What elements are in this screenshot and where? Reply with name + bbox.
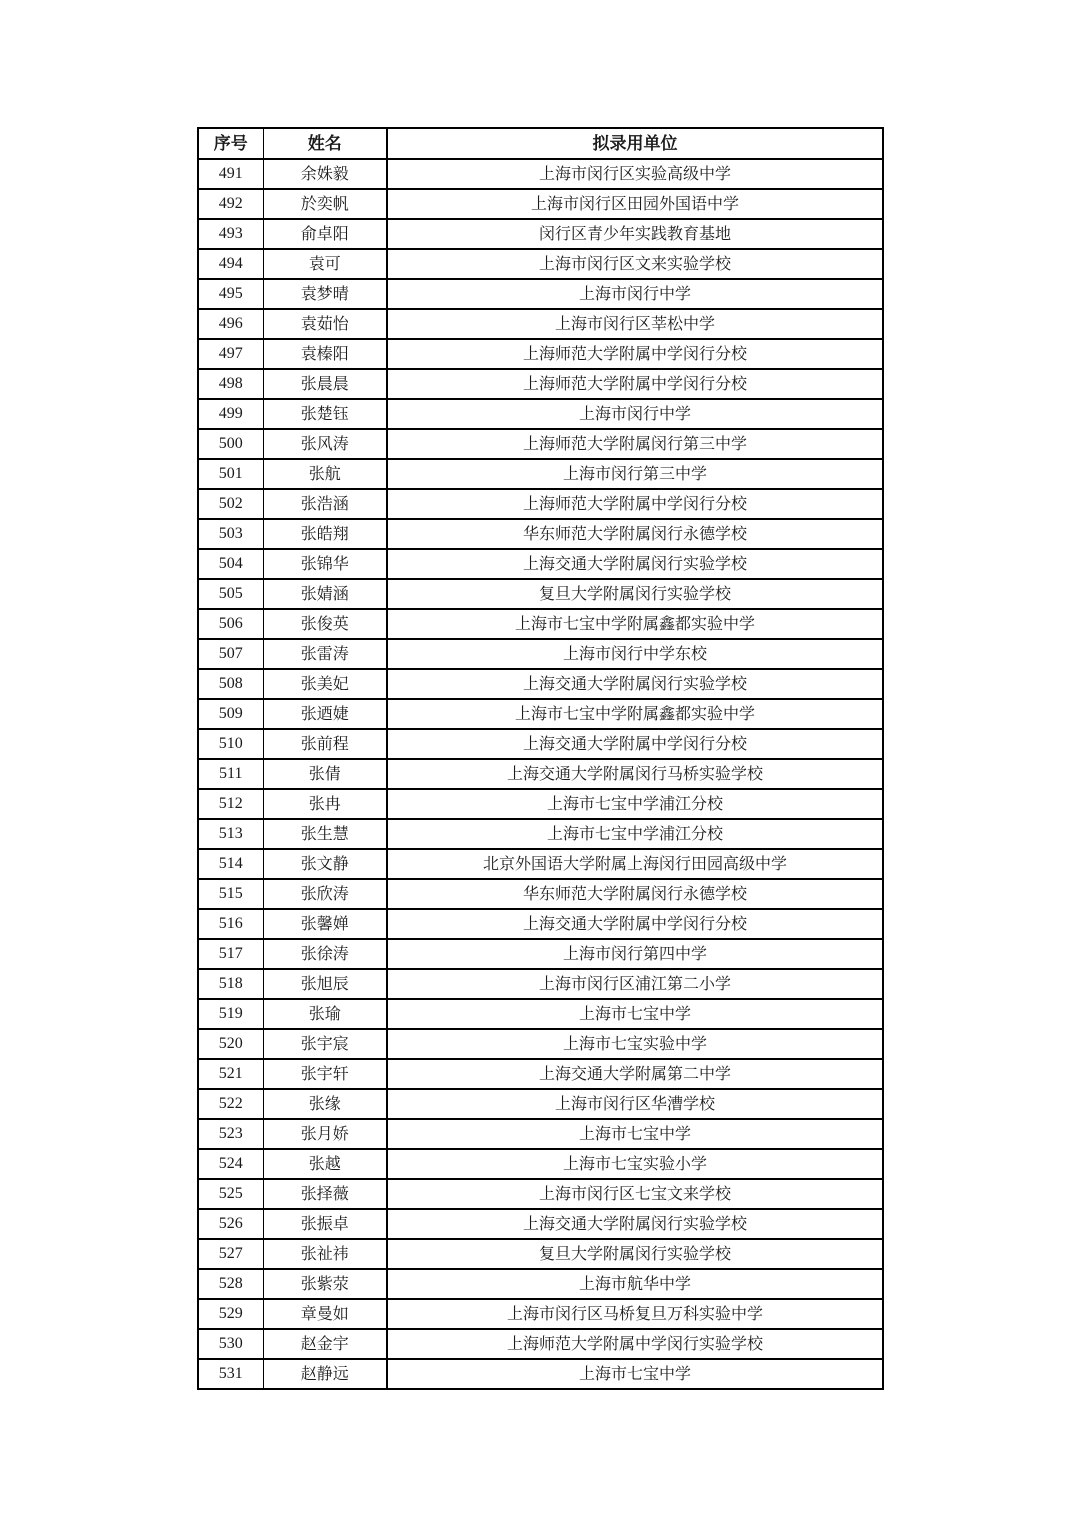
cell-name: 张生慧 <box>263 819 387 849</box>
cell-hiring-unit: 上海市闵行区浦江第二小学 <box>387 969 883 999</box>
table-body <box>198 159 883 1389</box>
cell-hiring-unit: 上海师范大学附属中学闵行分校 <box>387 489 883 519</box>
cell-hiring-unit: 复旦大学附属闵行实验学校 <box>387 579 883 609</box>
cell-hiring-unit: 上海师范大学附属闵行第三中学 <box>387 429 883 459</box>
cell-serial-number: 492 <box>198 189 263 219</box>
table-row <box>198 1149 883 1179</box>
cell-name: 张冉 <box>263 789 387 819</box>
cell-serial-number: 501 <box>198 459 263 489</box>
cell-serial-number: 491 <box>198 159 263 189</box>
table-row <box>198 369 883 399</box>
cell-name: 张航 <box>263 459 387 489</box>
cell-hiring-unit: 上海市闵行中学 <box>387 279 883 309</box>
cell-hiring-unit: 上海市航华中学 <box>387 1269 883 1299</box>
cell-name: 赵静远 <box>263 1359 387 1389</box>
cell-serial-number: 507 <box>198 639 263 669</box>
cell-name: 张缘 <box>263 1089 387 1119</box>
table-row <box>198 969 883 999</box>
table-row <box>198 1359 883 1389</box>
table-row <box>198 159 883 189</box>
cell-serial-number: 514 <box>198 849 263 879</box>
table-row <box>198 1179 883 1209</box>
hiring-roster-table <box>197 127 884 1390</box>
cell-name: 张浩涵 <box>263 489 387 519</box>
cell-serial-number: 524 <box>198 1149 263 1179</box>
cell-hiring-unit: 上海市七宝实验中学 <box>387 1029 883 1059</box>
cell-hiring-unit: 上海市闵行区华漕学校 <box>387 1089 883 1119</box>
cell-serial-number: 516 <box>198 909 263 939</box>
cell-serial-number: 498 <box>198 369 263 399</box>
table-row <box>198 1089 883 1119</box>
cell-hiring-unit: 闵行区青少年实践教育基地 <box>387 219 883 249</box>
cell-hiring-unit: 上海市七宝中学 <box>387 999 883 1029</box>
cell-hiring-unit: 上海市闵行区七宝文来学校 <box>387 1179 883 1209</box>
cell-serial-number: 496 <box>198 309 263 339</box>
cell-name: 袁茹怡 <box>263 309 387 339</box>
cell-serial-number: 503 <box>198 519 263 549</box>
cell-name: 於奕帆 <box>263 189 387 219</box>
cell-serial-number: 505 <box>198 579 263 609</box>
table-row <box>198 1329 883 1359</box>
cell-name: 张欣涛 <box>263 879 387 909</box>
cell-serial-number: 506 <box>198 609 263 639</box>
table-row <box>198 1239 883 1269</box>
cell-name: 赵金宇 <box>263 1329 387 1359</box>
cell-name: 余姝毅 <box>263 159 387 189</box>
table-row <box>198 1119 883 1149</box>
cell-name: 张振卓 <box>263 1209 387 1239</box>
cell-hiring-unit: 上海市七宝实验小学 <box>387 1149 883 1179</box>
cell-hiring-unit: 上海市闵行第三中学 <box>387 459 883 489</box>
header-name: 姓名 <box>263 128 387 159</box>
cell-name: 张俊英 <box>263 609 387 639</box>
cell-name: 张美妃 <box>263 669 387 699</box>
cell-hiring-unit: 上海市闵行第四中学 <box>387 939 883 969</box>
cell-serial-number: 526 <box>198 1209 263 1239</box>
cell-name: 张馨婵 <box>263 909 387 939</box>
table-row <box>198 429 883 459</box>
cell-serial-number: 521 <box>198 1059 263 1089</box>
table-row <box>198 399 883 429</box>
cell-serial-number: 527 <box>198 1239 263 1269</box>
cell-serial-number: 530 <box>198 1329 263 1359</box>
cell-name: 张文静 <box>263 849 387 879</box>
cell-name: 章曼如 <box>263 1299 387 1329</box>
cell-serial-number: 520 <box>198 1029 263 1059</box>
cell-hiring-unit: 上海市七宝中学 <box>578 1364 691 1383</box>
table-row <box>198 549 883 579</box>
cell-serial-number: 528 <box>198 1269 263 1299</box>
cell-name: 袁可 <box>263 249 387 279</box>
cell-hiring-unit: 上海市七宝中学浦江分校 <box>387 789 883 819</box>
cell-serial-number: 515 <box>198 879 263 909</box>
table-row <box>198 309 883 339</box>
cell-hiring-unit: 上海市闵行区莘松中学 <box>387 309 883 339</box>
table-row <box>198 789 883 819</box>
cell-name: 张雷涛 <box>263 639 387 669</box>
cell-serial-number: 522 <box>198 1089 263 1119</box>
table-row <box>198 1299 883 1329</box>
cell-name: 俞卓阳 <box>263 219 387 249</box>
table-row <box>198 489 883 519</box>
cell-serial-number: 512 <box>198 789 263 819</box>
cell-name: 张前程 <box>263 729 387 759</box>
cell-name: 张锦华 <box>263 549 387 579</box>
cell-name: 张择薇 <box>263 1179 387 1209</box>
table-row <box>198 219 883 249</box>
cell-serial-number: 529 <box>198 1299 263 1329</box>
table-row <box>198 579 883 609</box>
table-row <box>198 879 883 909</box>
cell-hiring-unit: 上海市闵行中学东校 <box>387 639 883 669</box>
cell-hiring-unit: 华东师范大学附属闵行永德学校 <box>387 879 883 909</box>
cell-hiring-unit: 上海交通大学附属中学闵行分校 <box>387 909 883 939</box>
cell-serial-number: 500 <box>198 429 263 459</box>
cell-name: 张楚钰 <box>263 399 387 429</box>
cell-serial-number: 508 <box>198 669 263 699</box>
cell-name: 张倩 <box>263 759 387 789</box>
cell-name: 张紫荥 <box>263 1269 387 1299</box>
table-row <box>198 279 883 309</box>
header-serial-number: 序号 <box>198 128 263 159</box>
cell-hiring-unit: 上海交通大学附属第二中学 <box>387 1059 883 1089</box>
table-row <box>198 669 883 699</box>
cell-serial-number: 504 <box>198 549 263 579</box>
table-row <box>198 189 883 219</box>
cell-hiring-unit: 上海交通大学附属闵行实验学校 <box>387 669 883 699</box>
cell-hiring-unit: 上海市七宝中学附属鑫都实验中学 <box>387 609 883 639</box>
cell-name: 张越 <box>263 1149 387 1179</box>
cell-name: 张旭辰 <box>263 969 387 999</box>
cell-name: 张徐涛 <box>263 939 387 969</box>
header-hiring-unit: 拟录用单位 <box>387 128 883 159</box>
table-row <box>198 999 883 1029</box>
cell-name: 张宇宸 <box>263 1029 387 1059</box>
cell-serial-number: 502 <box>198 489 263 519</box>
table-row <box>198 1059 883 1089</box>
table-row <box>198 819 883 849</box>
cell-serial-number: 531 <box>198 1359 263 1389</box>
cell-name: 张迺婕 <box>263 699 387 729</box>
cell-hiring-unit: 上海师范大学附属中学闵行实验学校 <box>387 1329 883 1359</box>
cell-name: 张瑜 <box>263 999 387 1029</box>
cell-serial-number: 518 <box>198 969 263 999</box>
cell-hiring-unit: 北京外国语大学附属上海闵行田园高级中学 <box>387 849 883 879</box>
cell-hiring-unit: 上海市闵行区文来实验学校 <box>387 249 883 279</box>
table-row <box>198 939 883 969</box>
cell-serial-number: 519 <box>198 999 263 1029</box>
cell-hiring-unit: 上海交通大学附属闵行实验学校 <box>387 1209 883 1239</box>
table-row <box>198 759 883 789</box>
cell-serial-number: 499 <box>198 399 263 429</box>
table-row <box>198 729 883 759</box>
cell-serial-number: 510 <box>198 729 263 759</box>
cell-serial-number: 511 <box>198 759 263 789</box>
cell-hiring-unit: 上海师范大学附属中学闵行分校 <box>387 339 883 369</box>
cell-serial-number: 509 <box>198 699 263 729</box>
table-row <box>198 639 883 669</box>
cell-serial-number: 513 <box>198 819 263 849</box>
cell-name: 张皓翔 <box>263 519 387 549</box>
table-row <box>198 609 883 639</box>
cell-name: 张晨晨 <box>263 369 387 399</box>
cell-name: 张宇轩 <box>263 1059 387 1089</box>
table-header-row <box>198 128 883 159</box>
cell-hiring-unit: 上海师范大学附属中学闵行分校 <box>387 369 883 399</box>
cell-serial-number: 495 <box>198 279 263 309</box>
cell-hiring-unit: 上海市闵行区马桥复旦万科实验中学 <box>387 1299 883 1329</box>
cell-serial-number: 497 <box>198 339 263 369</box>
table-row <box>198 1209 883 1239</box>
table-row <box>198 1029 883 1059</box>
cell-serial-number: 523 <box>198 1119 263 1149</box>
cell-hiring-unit: 上海市七宝中学附属鑫都实验中学 <box>387 699 883 729</box>
cell-hiring-unit: 上海市七宝中学 <box>387 1119 883 1149</box>
cell-name: 张婧涵 <box>263 579 387 609</box>
cell-hiring-unit: 上海市七宝中学浦江分校 <box>387 819 883 849</box>
cell-name: 袁榛阳 <box>263 339 387 369</box>
cell-serial-number: 517 <box>198 939 263 969</box>
table-row <box>198 339 883 369</box>
cell-hiring-unit: 上海交通大学附属闵行马桥实验学校 <box>387 759 883 789</box>
cell-serial-number: 494 <box>198 249 263 279</box>
cell-hiring-unit: 上海市闵行区实验高级中学 <box>387 159 883 189</box>
cell-hiring-unit: 上海市闵行区田园外国语中学 <box>387 189 883 219</box>
cell-serial-number: 493 <box>198 219 263 249</box>
table-row <box>198 909 883 939</box>
cell-hiring-unit: 复旦大学附属闵行实验学校 <box>387 1239 883 1269</box>
cell-name: 张祉祎 <box>263 1239 387 1269</box>
cell-name: 袁梦晴 <box>263 279 387 309</box>
cell-serial-number: 525 <box>198 1179 263 1209</box>
cell-name: 张月娇 <box>263 1119 387 1149</box>
cell-hiring-unit: 华东师范大学附属闵行永德学校 <box>387 519 883 549</box>
cell-hiring-unit: 上海交通大学附属中学闵行分校 <box>387 729 883 759</box>
cell-hiring-unit: 上海交通大学附属闵行实验学校 <box>387 549 883 579</box>
table-row <box>198 1269 883 1299</box>
table-row <box>198 849 883 879</box>
table-row <box>198 249 883 279</box>
table-row <box>198 519 883 549</box>
cell-name: 张风涛 <box>263 429 387 459</box>
cell-hiring-unit: 上海市闵行中学 <box>387 399 883 429</box>
table-row <box>198 459 883 489</box>
table-row <box>198 699 883 729</box>
